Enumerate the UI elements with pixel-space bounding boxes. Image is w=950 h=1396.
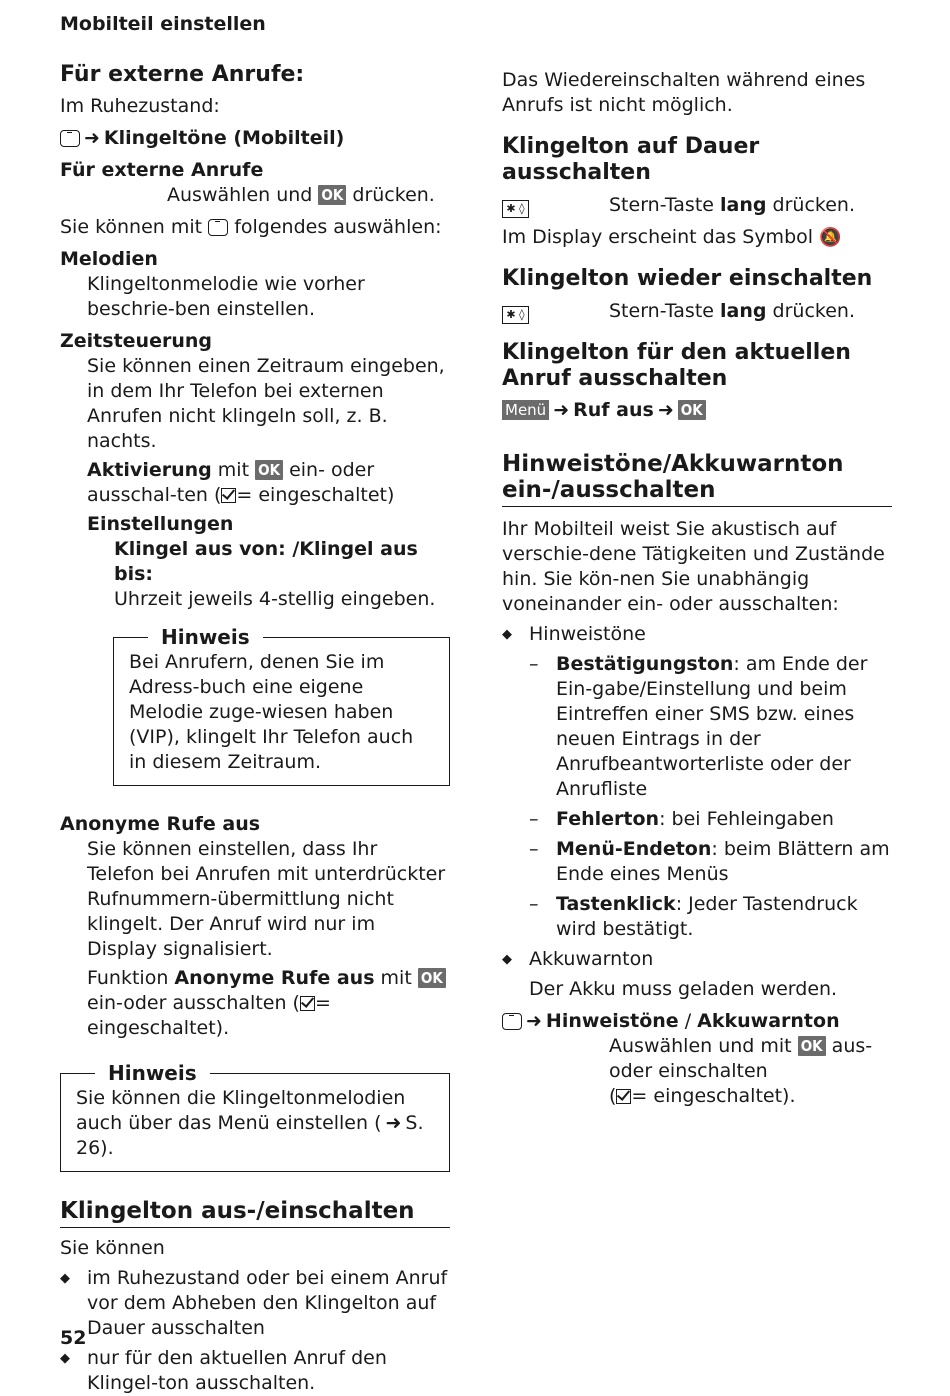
select-step: [609, 1034, 892, 1109]
ok-key-icon: OK: [318, 185, 346, 205]
menu-path: [60, 126, 450, 151]
ok-key-icon: OK: [255, 460, 283, 480]
akku-text: Der Akku muss geladen werden.: [529, 978, 838, 1000]
hinweis-menu-body: Sie können die Klingeltonmelodien auch über das Menü einstellen (: [76, 1087, 406, 1134]
nav-updown-icon: [208, 219, 228, 236]
ok-key-icon: OK: [418, 968, 446, 988]
funktion-label: Funktion: [87, 967, 169, 989]
bullet-text: Hinweistöne: [529, 623, 646, 645]
page-number: 52: [60, 1327, 87, 1349]
star-step: [502, 192, 892, 218]
path-akkuwarnton: Akkuwarnton: [697, 1010, 840, 1032]
lang-text: lang: [720, 193, 767, 216]
stern-text: Stern-Taste: [609, 193, 714, 216]
display-symbol-text: Im Display erscheint das Symbol: [502, 226, 814, 248]
left-column: [60, 62, 450, 1396]
paren-open: (: [609, 1085, 617, 1107]
arrow-icon: ➜: [526, 1010, 542, 1032]
star-step: [502, 298, 892, 324]
funktion-mit: mit: [380, 967, 412, 989]
druecken-text: drücken.: [772, 299, 856, 322]
arrow-icon: ➜: [385, 1112, 402, 1134]
zeitsteuerung-text: Sie können einen Zeitraum eingeben, in dem Ihr Telefon bei externen Anrufen nicht klingeln soll, z. B. nachts.: [87, 355, 445, 452]
klingel-aus-label: Klingel aus von: /Klingel aus bis:: [114, 538, 418, 585]
checkbox-icon: [616, 1089, 631, 1104]
anonyme-heading: Anonyme Rufe aus: [60, 813, 261, 835]
diamond-icon: ◆: [502, 952, 512, 967]
ok-key-icon: OK: [798, 1036, 826, 1056]
bullet-text: Akkuwarnton: [529, 948, 654, 970]
right-column: [502, 68, 892, 1109]
reenable-text: Das Wiedereinschalten während eines Anrufs ist nicht möglich.: [502, 69, 866, 116]
term-text: : Jeder Tastendruck wird bestätigt.: [556, 893, 858, 940]
ok-key-icon: OK: [678, 400, 706, 420]
sub-external: Für externe Anrufe: [60, 159, 264, 181]
list-item: [502, 622, 892, 647]
melodien-text: Klingeltonmelodie wie vorher beschrie-ben einstellen.: [87, 273, 365, 320]
path-sep: /: [678, 1010, 698, 1032]
nav-key-icon: [60, 130, 80, 147]
select-text: Auswählen und: [167, 184, 313, 206]
term: Fehlerton: [556, 808, 660, 830]
eingeschaltet-text: = eingeschaltet): [236, 484, 395, 506]
menu-path-ruf-aus: [502, 398, 892, 423]
term: Menü-Endeton: [556, 838, 712, 860]
aktivierung-line: [87, 458, 450, 508]
term-text: : beim Blättern am Ende eines Menüs: [556, 838, 890, 885]
list-item: [529, 652, 892, 802]
path-hinweistoene: Hinweistöne: [545, 1010, 679, 1032]
eingeschaltet-text: = eingeschaltet).: [631, 1085, 796, 1107]
heading-aktuell: Klingelton für den aktuellen Anruf ausschalten: [502, 340, 851, 391]
select-step: [167, 183, 450, 208]
list-item: [529, 837, 892, 887]
star-key-icon: ✱ ◊: [502, 306, 529, 324]
checkbox-icon: [300, 996, 315, 1011]
diamond-icon: ◆: [502, 627, 512, 642]
list-item: [60, 1266, 450, 1341]
star-key-icon: ✱ ◊: [502, 200, 529, 218]
list-item: [60, 1346, 450, 1396]
term: Tastenklick: [556, 893, 676, 915]
checkbox-icon: [221, 488, 236, 503]
list-item: [529, 892, 892, 942]
bullet-text: nur für den aktuellen Anruf den Klingel-ton ausschalten.: [87, 1347, 387, 1394]
menu-path-hinweis: [502, 1009, 892, 1034]
akt-rest: ein- oder ausschal-ten (: [87, 459, 375, 506]
idle-text: Im Ruhezustand:: [60, 95, 220, 117]
list-item: [502, 947, 892, 972]
hinweis-title: Hinweis: [148, 624, 263, 650]
dash-icon: –: [529, 893, 539, 915]
uhrzeit-text: Uhrzeit jeweils 4-stellig eingeben.: [114, 588, 436, 610]
term-text: : am Ende der Ein-gabe/Einstellung und beim Eintreffen einer SMS bzw. eines neuen Eintrags in der Anrufbeantworterliste oder der Anrufliste: [556, 653, 868, 800]
term: Bestätigungston: [556, 653, 734, 675]
dash-icon: –: [529, 838, 539, 860]
funktion-rest: ein-oder ausschalten (: [87, 992, 300, 1014]
heading-dauer: Klingelton auf Dauer ausschalten: [502, 134, 760, 185]
heading-wieder: Klingelton wieder einschalten: [502, 266, 873, 291]
can-select: [60, 215, 450, 240]
can-select-a: Sie können mit: [60, 216, 203, 238]
intro-text: Ihr Mobilteil weist Sie akustisch auf verschie-dene Tätigkeiten und Zustände hin. Sie kön-nen Sie unabhängig voneinander ein- oder ausschalten:: [502, 518, 885, 615]
bell-off-icon: 🔕: [819, 227, 842, 248]
term-text: : bei Fehleingaben: [659, 808, 834, 830]
funktion-line: [87, 966, 450, 1041]
funktion-bold: Anonyme Rufe aus: [174, 967, 375, 989]
ruf-aus-label: Ruf aus: [573, 399, 654, 421]
stern-text: Stern-Taste: [609, 299, 714, 322]
arrow-icon: ➜: [84, 127, 100, 149]
hinweis-box-vip: [113, 625, 450, 786]
hinweis-menu-text: [76, 1086, 434, 1161]
hinweis-box-menu: [60, 1061, 450, 1172]
melodien-heading: Melodien: [60, 248, 158, 270]
bullet-text: im Ruhezustand oder bei einem Anruf vor dem Abheben den Klingelton auf Dauer ausschalten: [87, 1267, 448, 1339]
page-header: Mobilteil einstellen: [60, 13, 266, 35]
path-klingeltoene: Klingeltöne (Mobilteil): [103, 127, 345, 149]
hinweis-title: Hinweis: [95, 1060, 210, 1086]
arrow-icon: ➜: [657, 399, 674, 421]
aktivierung-label: Aktivierung: [87, 459, 212, 481]
page-reference[interactable]: S. 26).: [76, 1112, 424, 1159]
press-text: drücken.: [352, 184, 435, 206]
hinweis-vip-text: Bei Anrufern, denen Sie im Adress-buch eine eigene Melodie zuge-wiesen haben (VIP), klingelt Ihr Telefon auch in diesem Zeitraum.: [129, 651, 414, 773]
dash-icon: –: [529, 653, 539, 675]
eingeschaltet-text: = eingeschaltet).: [87, 992, 331, 1039]
zeitsteuerung-heading: Zeitsteuerung: [60, 330, 212, 352]
dash-icon: –: [529, 808, 539, 830]
lang-text: lang: [720, 299, 767, 322]
heading-klingelton: Klingelton aus-/einschalten: [60, 1198, 450, 1228]
can-select-b: folgendes auswählen:: [234, 216, 442, 238]
diamond-icon: ◆: [60, 1351, 70, 1366]
menu-key-icon: Menü: [502, 400, 549, 420]
akt-mit: mit: [217, 459, 250, 481]
sie-koennen: Sie können: [60, 1237, 165, 1259]
heading-external-calls: Für externe Anrufe:: [60, 62, 305, 87]
select-text: Auswählen und mit: [609, 1035, 792, 1057]
diamond-icon: ◆: [60, 1271, 70, 1286]
list-item: [529, 807, 892, 832]
arrow-icon: ➜: [553, 399, 570, 421]
einstellungen-heading: Einstellungen: [87, 513, 234, 535]
heading-hinweistoene: Hinweistöne/Akkuwarnton ein-/ausschalten: [502, 451, 892, 507]
nav-key-icon: [502, 1013, 522, 1030]
druecken-text: drücken.: [772, 193, 856, 216]
display-symbol-line: [502, 225, 892, 250]
select-rest: aus-oder einschalten: [609, 1035, 873, 1082]
anonyme-text: Sie können einstellen, dass Ihr Telefon bei Anrufen mit unterdrückter Rufnummern-übermittlung nicht klingelt. Der Anruf wird nur im Display signalisiert.: [87, 838, 446, 960]
